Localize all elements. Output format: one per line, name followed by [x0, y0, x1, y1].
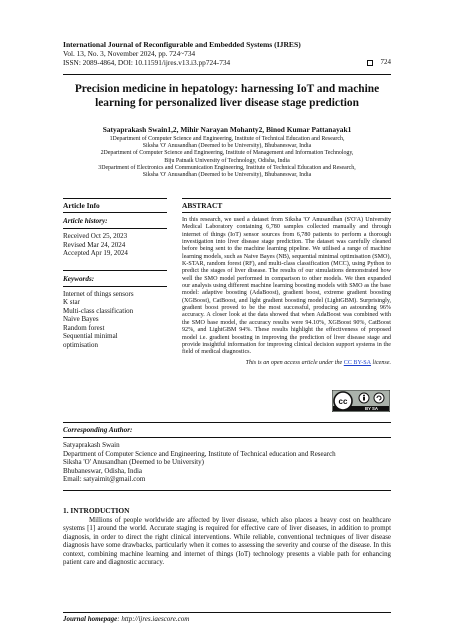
- history-heading: Article history:: [63, 217, 167, 229]
- person-head-icon: [363, 395, 365, 397]
- keywords-list: [63, 290, 167, 350]
- keyword-item: Random forest: [63, 323, 105, 332]
- affiliations: [63, 136, 391, 179]
- keyword-item: Multi-class classification: [63, 306, 134, 315]
- introduction-heading: 1. INTRODUCTION: [63, 506, 130, 515]
- abstract-column: [182, 198, 391, 366]
- keyword-item: K star: [63, 298, 80, 306]
- history-item: Received Oct 25, 2023: [63, 232, 128, 240]
- open-access-prefix: This is an open access article under the: [245, 359, 344, 366]
- history-list: [63, 232, 167, 258]
- corresponding-line: Bhubaneswar, Odisha, India: [63, 466, 143, 475]
- article-info-column: [63, 198, 167, 349]
- abstract-text: In this research, we used a dataset from Siksha 'O' Anusandhan (S'O'A) University Medical Laboratory containing 6,780 samples collected manually and through internet of things (IoT) sensor sources from 6,780 patients to perform a thorough investigation into liver disease stage prediction. The dataset was carefully cleaned before being sent to the machine learning pipeline. We utilised a range of machine learning models, such as Naive Bayes (NB), sequential minimal optimisation (SMO), K-STAR, random forest (RF), and multi-class classification (MCC), using Python to predict the stages of liver disease. The results of our simulations demonstrated how well the SMO model performed in comparison to other models. We then expanded our analysis using different machine learning boosting models with SMO as the base model: adaptive boosting (AdaBoost), gradient boost, extreme gradient boosting (XGBoost), CatBoost, and light gradient boosting model (LightGBM). Surprisingly, gradient boost proved to be the most successful, producing an astounding 96% accuracy. A closer look at the data showed that when AdaBoost was combined with the SMO base model, the accuracy results were 94.10%, XGBoost 90%, CatBoost 92%, and LightGBM 94%. These results highlight the effectiveness of proposed model i.e. gradient boosting in improving the prediction of liver disease stage and provide insightful information for improving clinical decision support systems in the field of medical diagnostics.: [182, 217, 391, 356]
- corresponding-email[interactable]: Email: satyaimit@gmail.com: [63, 475, 146, 484]
- cc-license-badge[interactable]: [332, 390, 390, 412]
- author-list: Satyaprakash Swain1,2, Mihir Narayan Mohanty2, Binod Kumar Pattanayak1: [102, 125, 352, 134]
- footer-url[interactable]: : http://ijres.iaescore.com: [117, 615, 190, 623]
- open-access-note: [182, 360, 391, 366]
- person-body-icon: [363, 397, 365, 401]
- cc-icon-glyph: cc: [338, 396, 348, 406]
- keyword-item: Sequential minimal: [63, 332, 118, 340]
- page-footer: [63, 612, 391, 623]
- keyword-item: Internet of things sensors: [63, 289, 134, 298]
- volume-line: Vol. 13, No. 3, November 2024, pp. 724~734: [63, 49, 196, 58]
- keywords-block: [63, 270, 167, 350]
- history-item: Revised Mar 24, 2024: [63, 240, 126, 249]
- history-item: Accepted Apr 19, 2024: [63, 249, 128, 257]
- affiliation-line: Siksha 'O' Anusandhan (Deemed to be University), Bhubaneswar, India: [142, 172, 312, 179]
- affiliation-line: 1Department of Computer Science and Engineering, Institute of Technical Education and Research,: [109, 136, 345, 142]
- corresponding-line: Siksha 'O' Anusandhan (Deemed to be University): [63, 458, 204, 467]
- keywords-heading: Keywords:: [63, 275, 167, 287]
- page-number: 724: [380, 58, 391, 66]
- corresponding-heading: Corresponding Author:: [63, 426, 391, 438]
- journal-name: International Journal of Reconfigurable and Embedded Systems (IJRES): [63, 40, 301, 49]
- introduction-text: Millions of people worldwide are affected by liver disease, which also places a heavy cost on healthcare systems [1] around the world. Accurate staging is required for effective care of liver diseases, in addition to prompt diagnosis, in order to direct the right clinical interventions. While reliable, conventional techniques of liver disease diagnosis have some drawbacks, particularly when it comes to assessing the severity and course of the disease. In this context, combining machine learning and internet of things (IoT) technology presents a viable path for enhancing patient care and diagnostic accuracy.: [63, 517, 391, 567]
- abstract-heading: ABSTRACT: [182, 198, 391, 213]
- affiliation-line: Biju Patnaik University of Technology, Odisha, India: [164, 157, 290, 164]
- article-info-heading: Article Info: [63, 198, 167, 213]
- page-number-block: [367, 58, 392, 67]
- corresponding-rule: [63, 490, 391, 491]
- header-rule: [63, 74, 391, 75]
- journal-header: [63, 40, 391, 67]
- license-link[interactable]: CC BY-SA: [343, 359, 372, 366]
- square-icon: [367, 60, 373, 66]
- corresponding-author-block: [63, 422, 391, 484]
- corresponding-line: Department of Computer Science and Engineering, Institute of Technical education and Research: [63, 449, 336, 458]
- affiliation-line: 3Department of Electronics and Communication Engineering, Institute of Technical Education and Research,: [98, 164, 356, 171]
- badge-label: BY SA: [364, 406, 379, 412]
- share-alike-icon: [374, 393, 384, 403]
- paper-title: Precision medicine in hepatology: harnessing IoT and machine learning for personalized liver disease stage prediction: [74, 83, 380, 109]
- affiliation-line: Siksha 'O' Anusandhan (Deemed to be University), Bhubaneswar, India: [142, 143, 312, 150]
- corresponding-line: Satyaprakash Swain: [63, 441, 120, 449]
- issn-line: ISSN: 2089-4864, DOI: 10.11591/ijres.v13.i3.pp724-734: [63, 58, 231, 67]
- affiliation-line: 2Department of Computer Science and Engineering, Institute of Management and Information Technology,: [100, 150, 354, 157]
- corresponding-details: [63, 441, 391, 484]
- introduction-section: [63, 506, 391, 567]
- open-access-suffix: license.: [371, 359, 391, 366]
- footer-label: Journal homepage: [63, 615, 118, 623]
- keyword-item: optimisation: [63, 340, 98, 349]
- keyword-item: Naive Bayes: [63, 315, 99, 323]
